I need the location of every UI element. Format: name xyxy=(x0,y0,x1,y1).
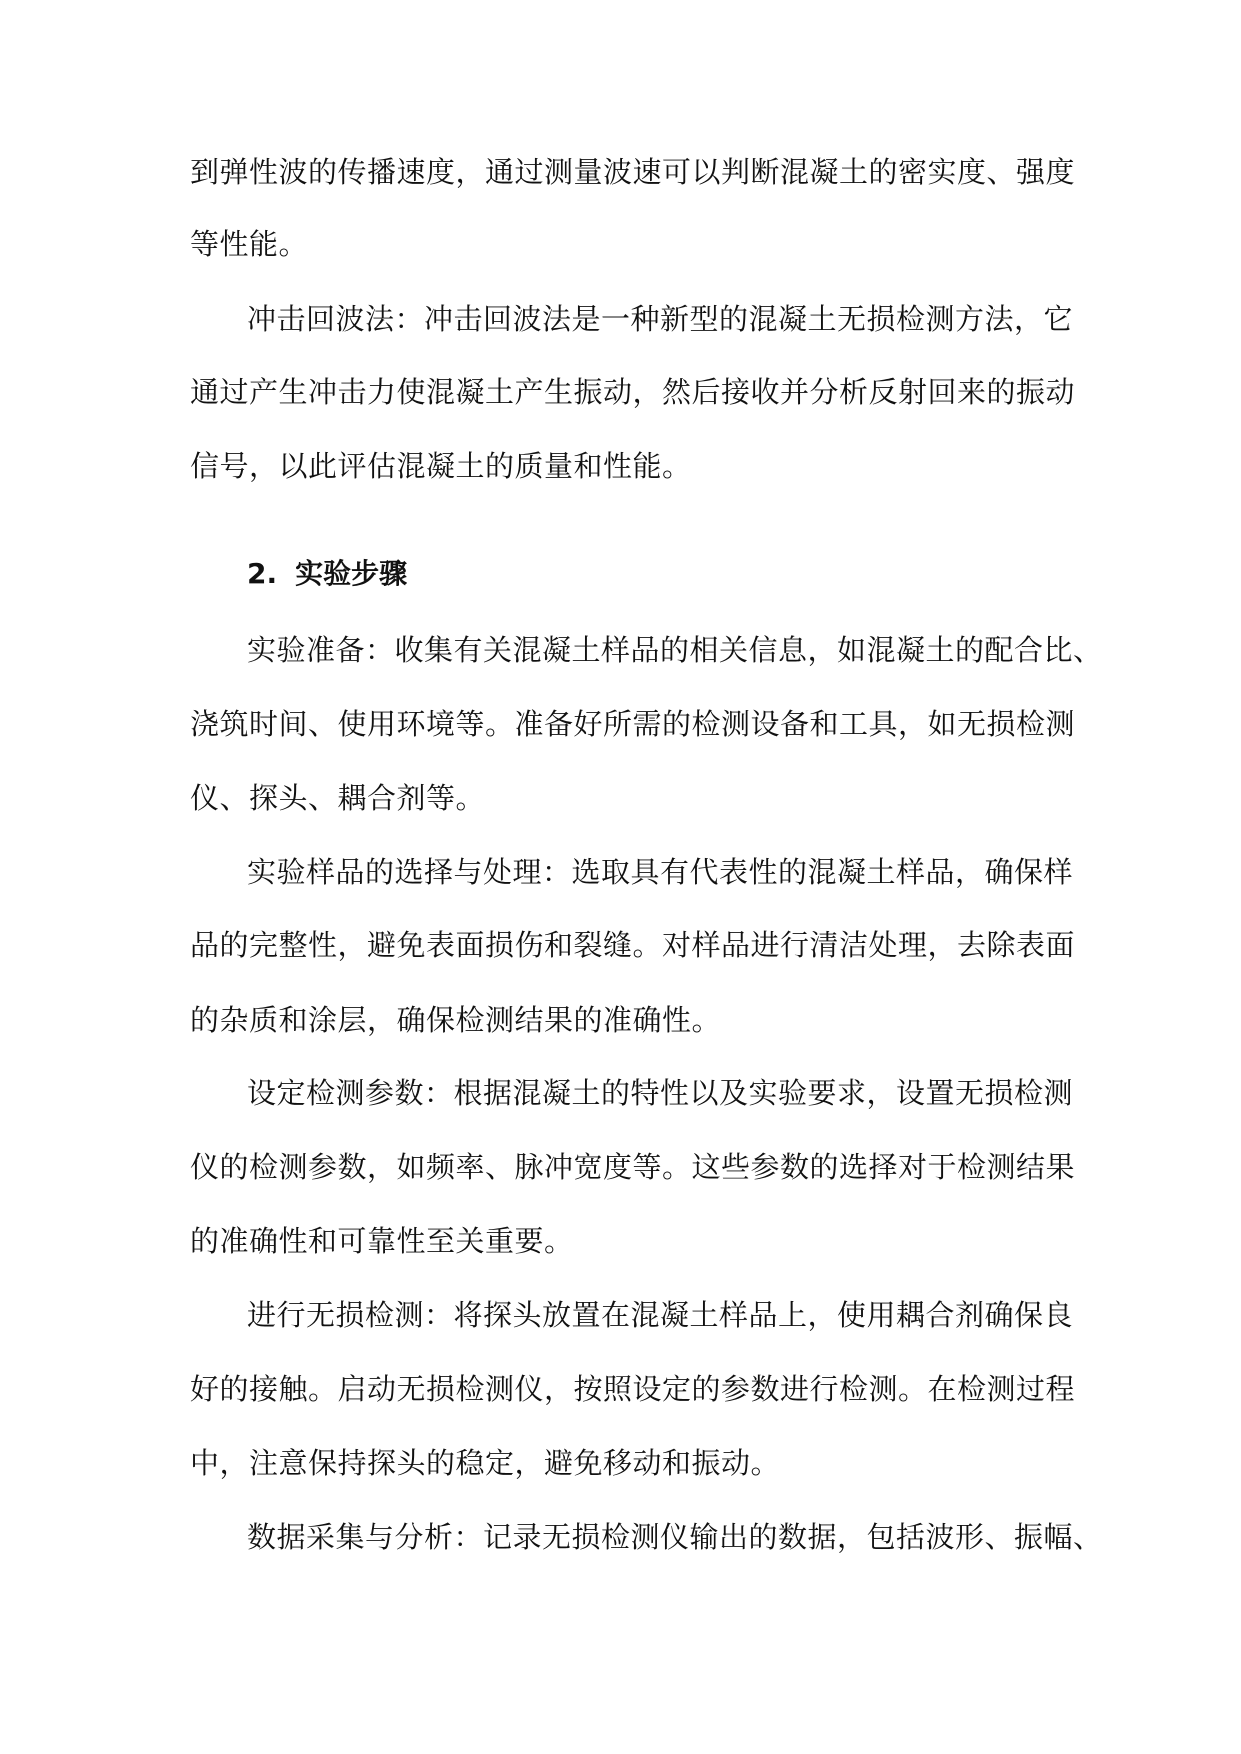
paragraph-line: 冲击回波法：冲击回波法是一种新型的混凝土无损检测方法，它 xyxy=(247,302,1074,336)
paragraph-line: 品的完整性，避免表面损伤和裂缝。对样品进行清洁处理，去除表面 xyxy=(190,928,1076,962)
paragraph-line: 中，注意保持探头的稳定，避免移动和振动。 xyxy=(190,1446,781,1480)
paragraph-line: 信号，以此评估混凝土的质量和性能。 xyxy=(190,449,692,483)
paragraph-line: 浇筑时间、使用环境等。准备好所需的检测设备和工具，如无损检测 xyxy=(190,707,1076,741)
section-number: 2. xyxy=(247,557,278,590)
paragraph-line: 的准确性和可靠性至关重要。 xyxy=(190,1224,574,1258)
paragraph-line: 进行无损检测：将探头放置在混凝土样品上，使用耦合剂确保良 xyxy=(247,1298,1074,1332)
paragraph-line: 好的接触。启动无损检测仪，按照设定的参数进行检测。在检测过程 xyxy=(190,1372,1076,1406)
paragraph-line: 数据采集与分析：记录无损检测仪输出的数据，包括波形、振幅、 xyxy=(247,1520,1103,1554)
paragraph-line: 仪的检测参数，如频率、脉冲宽度等。这些参数的选择对于检测结果 xyxy=(190,1150,1076,1184)
paragraph-line: 到弹性波的传播速度，通过测量波速可以判断混凝土的密实度、强度 xyxy=(190,155,1076,189)
paragraph-line: 实验样品的选择与处理：选取具有代表性的混凝土样品，确保样 xyxy=(247,855,1074,889)
paragraph-line: 仪、探头、耦合剂等。 xyxy=(190,781,486,815)
paragraph-line: 的杂质和涂层，确保检测结果的准确性。 xyxy=(190,1003,722,1037)
section-heading xyxy=(247,554,407,594)
paragraph-line: 设定检测参数：根据混凝土的特性以及实验要求，设置无损检测 xyxy=(247,1076,1074,1110)
paragraph-line: 实验准备：收集有关混凝土样品的相关信息，如混凝土的配合比、 xyxy=(247,633,1103,667)
paragraph-line: 通过产生冲击力使混凝土产生振动，然后接收并分析反射回来的振动 xyxy=(190,375,1076,409)
paragraph-line: 等性能。 xyxy=(190,227,309,261)
section-title: 实验步骤 xyxy=(295,557,408,590)
